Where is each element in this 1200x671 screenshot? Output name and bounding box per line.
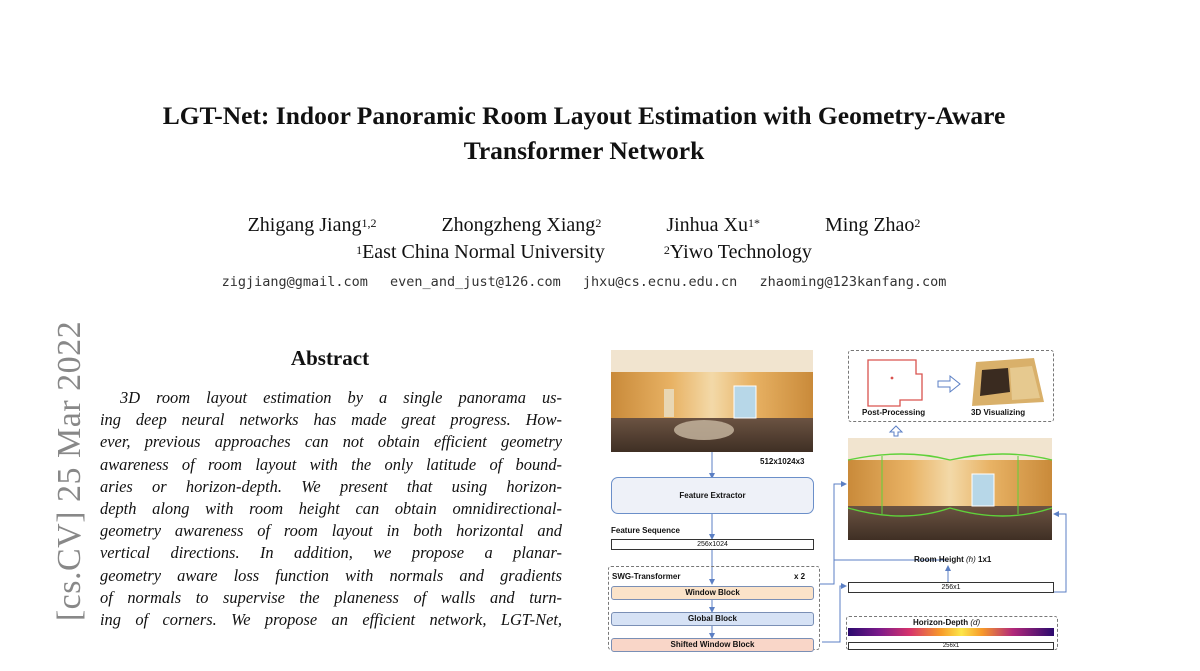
email-4[interactable]: zhaoming@123kanfang.com [759,274,947,290]
window-block: Window Block [611,586,814,600]
email-1[interactable]: zigjiang@gmail.com [221,274,368,290]
author-2: Zhongzheng Xiang$^2$ [441,214,602,236]
affiliations [0,239,1168,266]
abstract-line: depth along with room height can obtain omnidirectional- [100,499,562,519]
abstract-line: vertical directions. In addition, we propose a planar- [100,543,562,563]
abstract-line: geometry awareness of room layout in both horizontal and [100,521,562,541]
author-names [0,212,1168,239]
author-3: Jinhua $Xu^{1*}$ [666,214,760,236]
room-height-label: Room Height (h) 1x1 [914,555,992,564]
output-panorama [848,438,1052,540]
email-list [0,274,1168,290]
feature-extractor-box [611,477,814,514]
visualizing-label: 3D Visualizing [971,408,1026,417]
title-line-1: LGT-Net: Indoor Panoramic Room Layout Estimation with Geometry-Aware [162,101,1006,130]
email-3[interactable]: jhxu@cs.ecnu.edu.cn [582,274,738,290]
post-processing-label: Post-Processing [862,408,926,417]
shifted-window-block: Shifted Window Block [611,638,814,652]
feature-sequence-bar: 256x1024 [611,539,814,550]
swg-transformer-label: SWG-Transformer [612,572,681,581]
horizon-depth-label: Horizon-Depth (d) [913,618,981,627]
room-height-bar: 256x1 [848,582,1054,593]
abstract-line: geometry aware loss function with normals and gradients [100,565,562,585]
abstract-line: ing of corners. We propose an efficient network, LGT-Net, [100,610,562,630]
affiliation-2: $^2$Yiwo Technology [663,241,812,263]
feature-sequence-label: Feature Sequence [611,526,680,535]
email-2[interactable]: even_and_just@126.com [390,274,561,290]
abstract-line: of normals to supervise the planeness of walls and turn- [100,587,562,607]
author-1: Zhigang Jiang$^{1,2}$ [247,214,377,236]
arxiv-stamp: [cs.CV] 25 Mar 2022 [51,320,88,622]
author-block [0,212,1168,266]
author-4: Ming Zhao$^2$ [824,214,921,236]
affiliation-1: $^1$East China Normal University [356,241,605,263]
abstract-line: awareness of room layout with the only latitude of bound- [100,454,562,474]
input-panorama [611,350,813,452]
global-block: Global Block [611,612,814,626]
abstract-body [100,387,562,631]
feature-extractor-label: Feature Extractor [679,491,746,500]
abstract-line: 3D room layout estimation by a single panorama us- [120,388,562,407]
abstract-heading: Abstract [290,346,370,370]
abstract-line: aries or horizon-depth. We present that using horizon- [100,476,562,496]
architecture-figure [604,344,1072,648]
abstract-line: ever, previous approaches can not obtain efficient geometry [100,432,562,452]
swg-repeat-label: x 2 [794,572,806,581]
horizon-depth-bar: 256x1 [848,642,1054,650]
abstract-line: ing deep neural networks has made great progress. How- [100,410,562,430]
paper-title [0,98,1168,168]
input-size-label: 512x1024x3 [760,457,805,466]
title-line-2: Transformer Network [463,136,705,165]
